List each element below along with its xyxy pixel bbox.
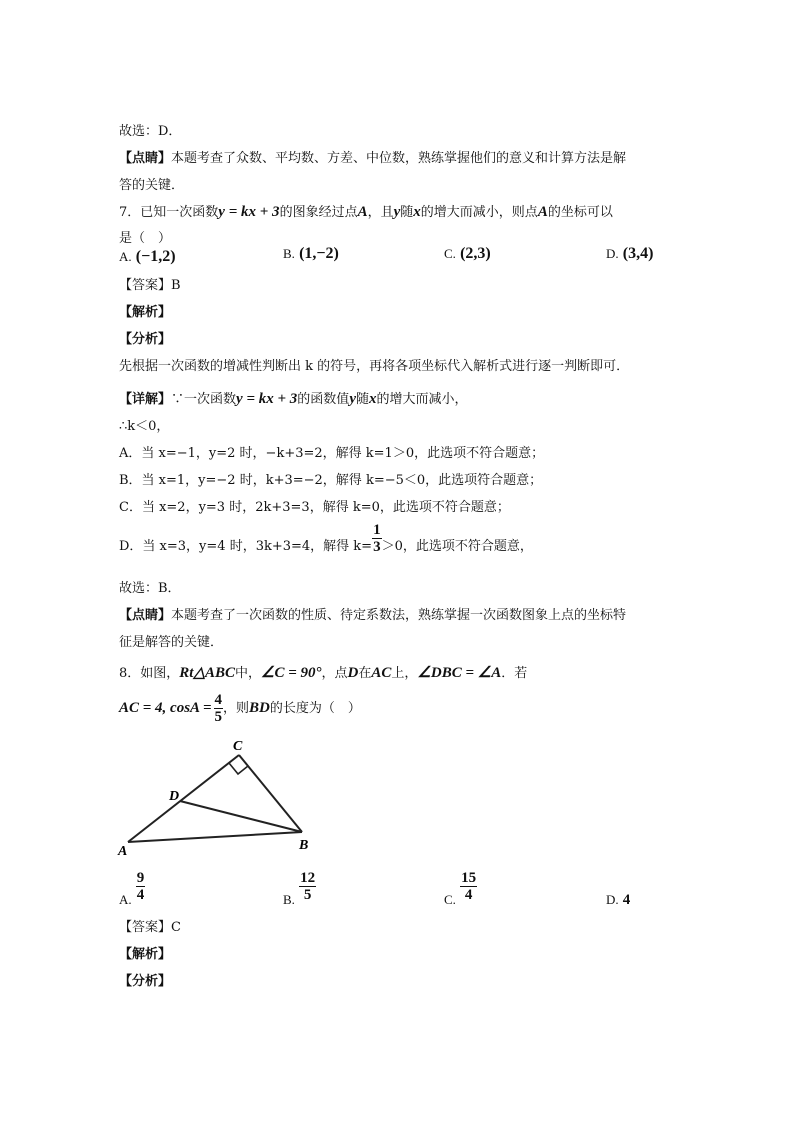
q7-option-d: D. (3,4) <box>606 245 654 262</box>
q7-dianjing-line2: 征是解答的关键． <box>119 635 224 650</box>
vertex-a: A <box>118 844 128 859</box>
q7-answer: 【答案】B <box>119 278 181 293</box>
q8-fenxi: 【分析】 <box>119 974 172 989</box>
q7-fenxi: 【分析】 <box>119 332 172 347</box>
q7-option-c: C. (2,3) <box>444 245 491 262</box>
q8-option-d: D. 4 <box>606 892 631 908</box>
vertex-d: D <box>169 789 180 804</box>
q7-xiangjie-line: 【详解】∵一次函数y = kx + 3的函数值y随x的增大而减小， <box>119 391 468 407</box>
segment-bd <box>180 801 302 832</box>
vertex-b: B <box>299 838 309 853</box>
q8-option-c: C. $\frac{15}{4}$ <box>444 870 477 907</box>
q8-stem-line1: 8．如图，Rt△ABC中，∠C = 90°，点D在AC上，∠DBC = ∠A．若 <box>119 665 528 681</box>
q7-stem-line1: 7．已知一次函数y = kx + 3的图象经过点A，且y随x的增大而减小，则点A的坐标可以 <box>119 204 613 220</box>
q8-option-b: B. $\frac{12}{5}$ <box>283 870 316 907</box>
side-cb <box>239 755 302 832</box>
q8-stem-line2: AC = 4, cosA = $\frac{4}{5}$ ，则BD的长度为（ ） <box>119 692 361 725</box>
side-ab <box>128 832 302 842</box>
prev-comment-line1: 【点睛】本题考查了众数、平均数、方差、中位数，熟练掌握他们的意义和计算方法是解 <box>119 151 627 166</box>
right-angle-mark <box>229 763 248 774</box>
q7-stem-line2: 是（ ） <box>119 231 172 246</box>
q8-jiexi: 【解析】 <box>119 947 172 962</box>
q7-step-d: D．当 x=3，y=4 时，3k+3=4，解得 k= $\frac{1}{3}$ ＞0，此选项不符合题意， <box>119 522 533 555</box>
q7-fenxi-text: 先根据一次函数的增减性判断出 k 的符号，再将各项坐标代入解析式进行逐一判断即可． <box>119 359 630 374</box>
prev-choice-line: 故选：D． <box>119 124 182 139</box>
q7-k-sign: ∴k＜0， <box>119 419 170 434</box>
q7-step-a: A．当 x=−1，y=2 时，−k+3=2，解得 k=1＞0，此选项不符合题意； <box>119 446 545 461</box>
q8-option-a: A. $\frac{9}{4}$ <box>119 870 145 907</box>
q7-choose: 故选：B． <box>119 581 181 596</box>
q7-step-c: C．当 x=2，y=3 时，2k+3=3，解得 k=0，此选项不符合题意； <box>119 500 510 515</box>
prev-comment-line2: 答的关键． <box>119 178 185 193</box>
q8-answer: 【答案】C <box>119 920 181 935</box>
q7-option-a: A. (−1,2) <box>119 248 176 265</box>
q7-jiexi: 【解析】 <box>119 305 172 320</box>
triangle-figure <box>112 735 322 860</box>
side-ac <box>128 755 239 842</box>
q7-dianjing-line1: 【点睛】本题考查了一次函数的性质、待定系数法，熟练掌握一次函数图象上点的坐标特 <box>119 608 627 623</box>
q7-option-b: B. (1,−2) <box>283 245 339 262</box>
vertex-c: C <box>233 739 243 754</box>
q7-step-b: B．当 x=1，y=−2 时，k+3=−2，解得 k=−5＜0，此选项符合题意； <box>119 473 543 488</box>
